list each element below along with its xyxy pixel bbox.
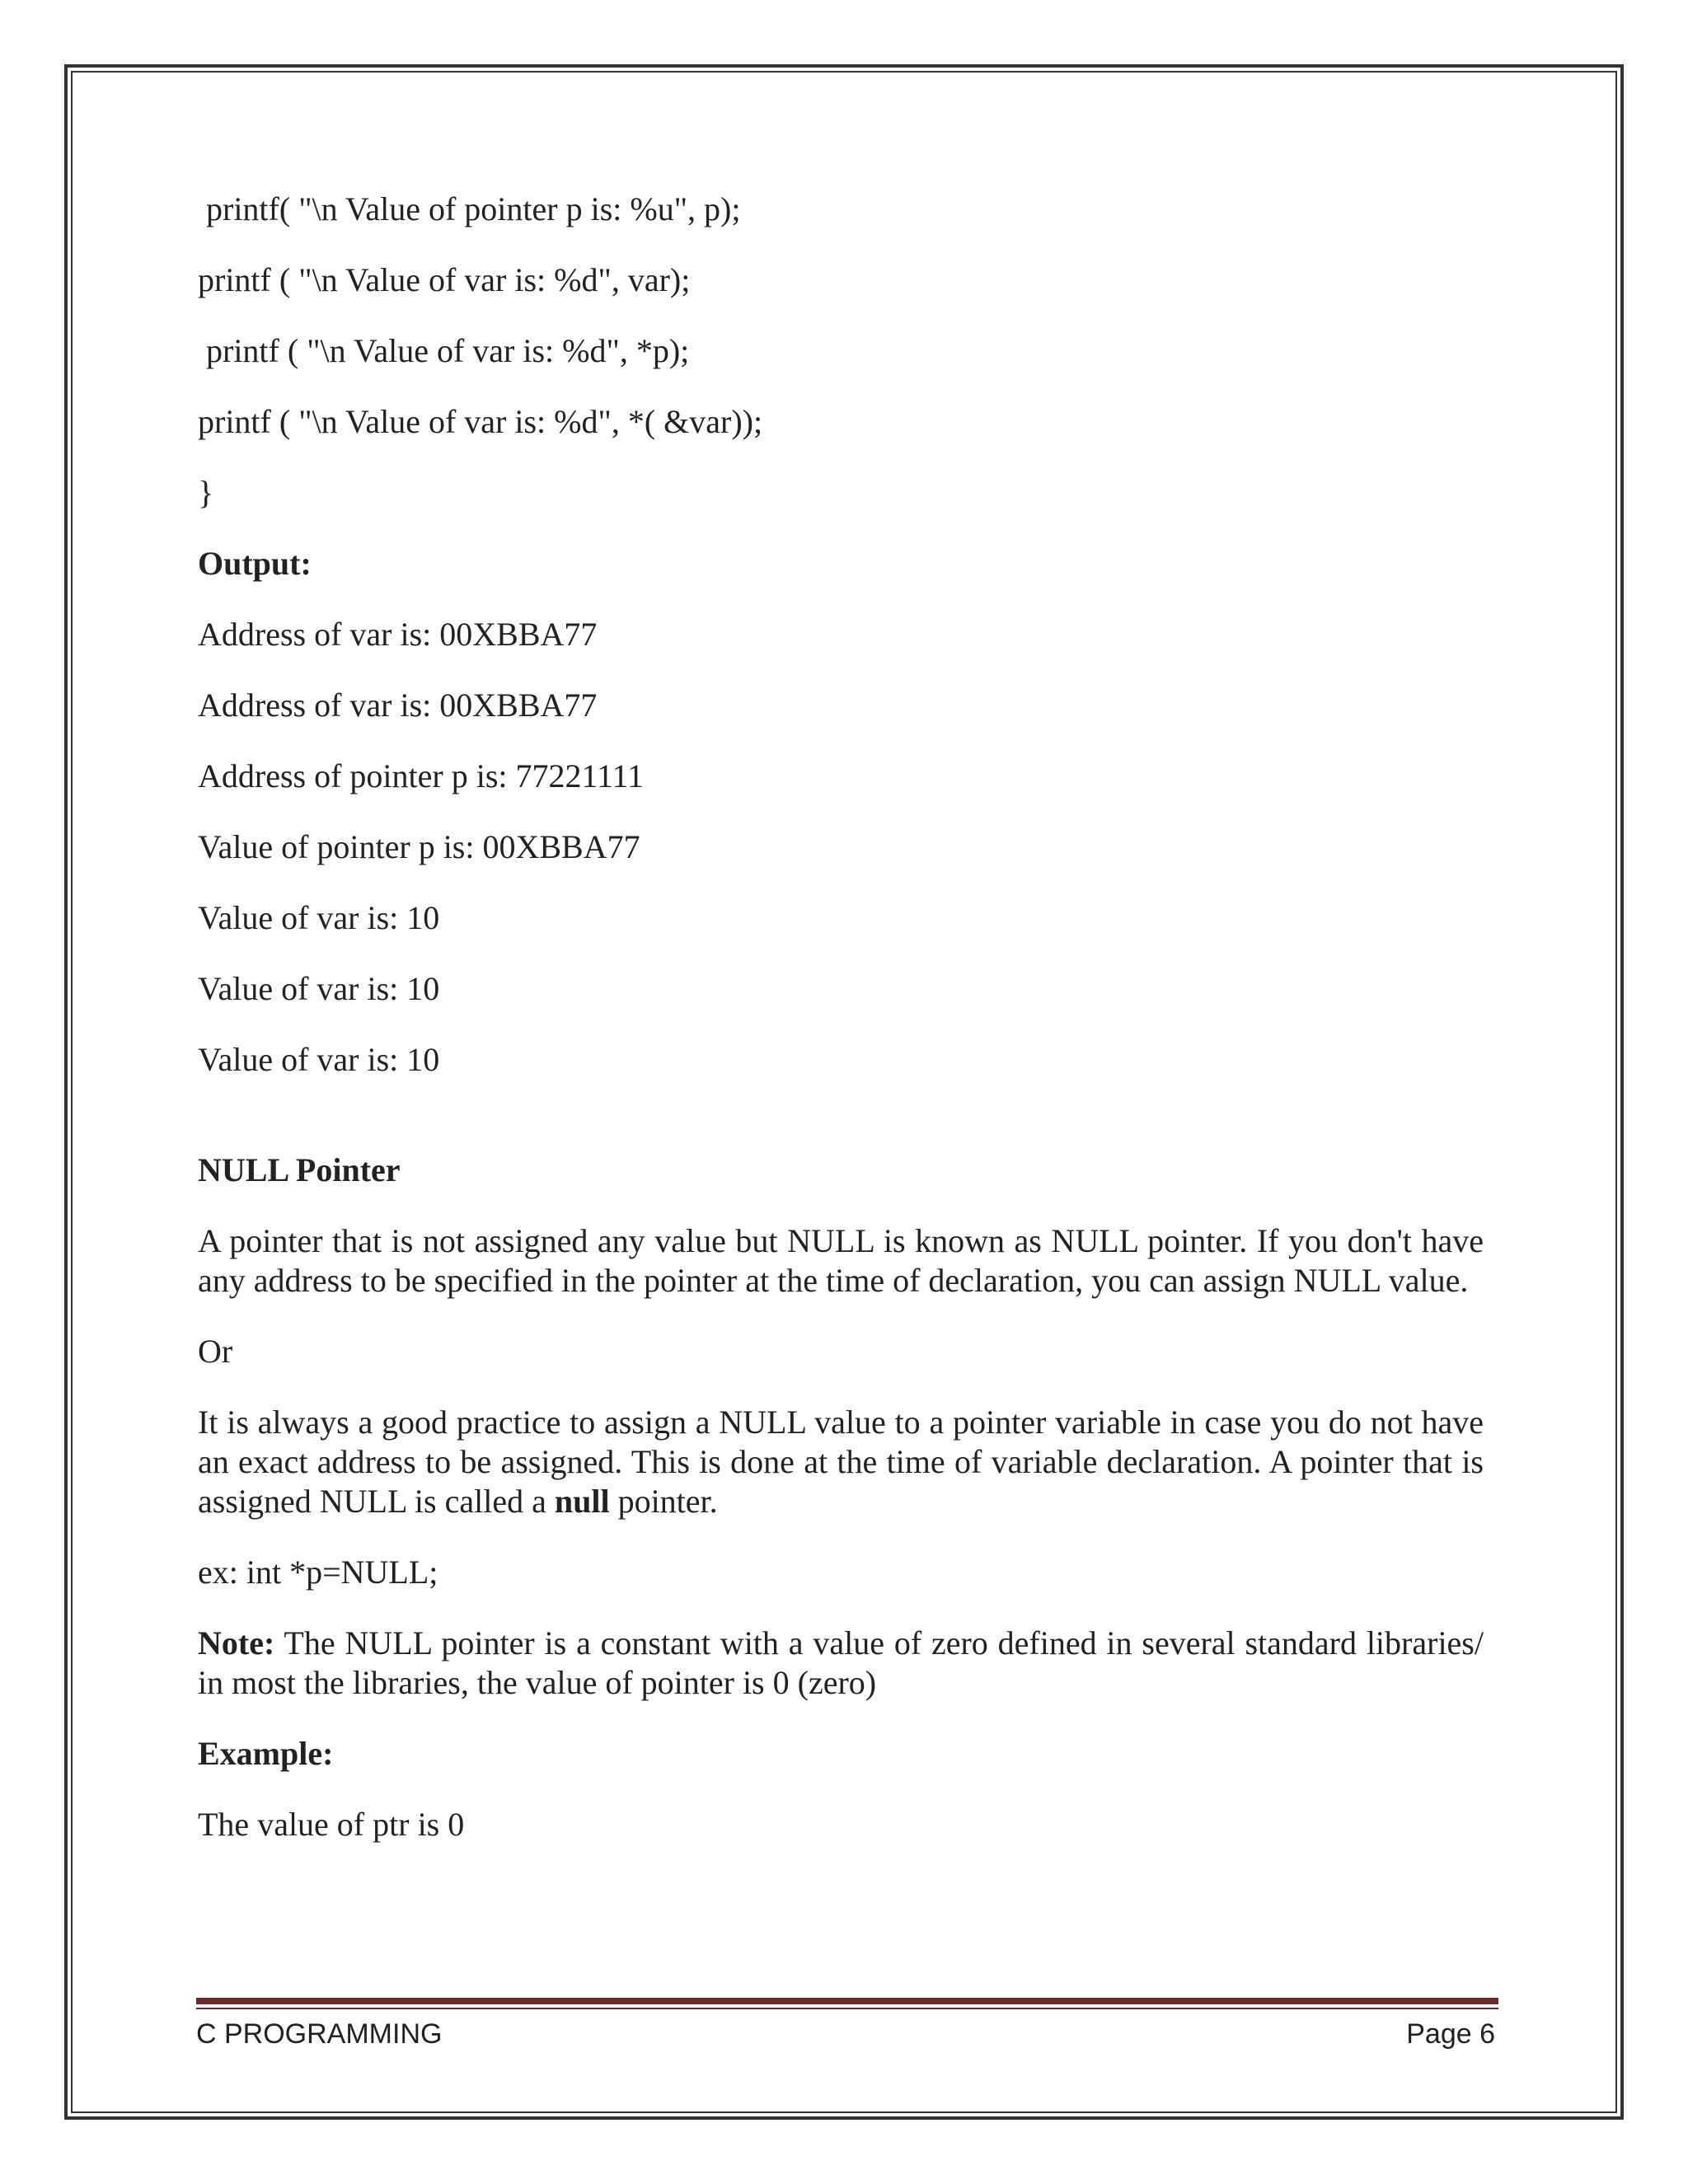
output-line: Address of var is: 00XBBA77 [198,687,598,724]
code-line: printf ( "\n Value of var is: %d", *p); [198,332,690,369]
page-content [198,190,1484,1876]
null-example-code: ex: int *p=NULL; [198,1554,438,1591]
null-pointer-practice-paragraph [198,1403,1484,1521]
output-line: Address of var is: 00XBBA77 [198,616,598,653]
or-text: Or [198,1333,233,1370]
example-heading: Example: [198,1735,334,1772]
practice-text: It is always a good practice to assign a NULL value to a pointer variable in case you do not have an exact address to be assigned. This is done at the time of variable declaration. A pointer that is assigned NULL is called a [198,1404,1484,1520]
code-line: printf ( "\n Value of var is: %d", var); [198,261,691,298]
output-heading: Output: [198,545,312,582]
code-line: printf ( "\n Value of var is: %d", *( &var)); [198,403,763,440]
output-line: Value of var is: 10 [198,1041,440,1078]
note-text: The NULL pointer is a constant with a value of zero defined in several standard libraries/ in most the libraries, the value of pointer is 0 (zero) [198,1624,1484,1701]
output-line: Value of var is: 10 [198,899,440,936]
note-paragraph [198,1624,1484,1703]
footer-rule [196,1998,1498,2004]
null-keyword: null [554,1483,610,1520]
page-number: Page 6 [1406,2018,1495,2050]
output-line: Value of var is: 10 [198,970,440,1007]
footer-rule-thin [196,2008,1498,2009]
code-line: } [198,474,214,511]
output-line: Value of pointer p is: 00XBBA77 [198,828,640,865]
code-line: printf( "\n Value of pointer p is: %u", p); [198,190,741,227]
note-label: Note: [198,1624,275,1661]
footer-title: C PROGRAMMING [196,2018,443,2050]
practice-text-end: pointer. [609,1483,718,1520]
null-pointer-definition: A pointer that is not assigned any value but NULL is known as NULL pointer. If you don't have any address to be specified in the pointer at the time of declaration, you can assign NULL value. [198,1222,1484,1299]
null-pointer-heading: NULL Pointer [198,1151,401,1188]
example-output: The value of ptr is 0 [198,1806,465,1843]
output-line: Address of pointer p is: 77221111 [198,757,645,794]
